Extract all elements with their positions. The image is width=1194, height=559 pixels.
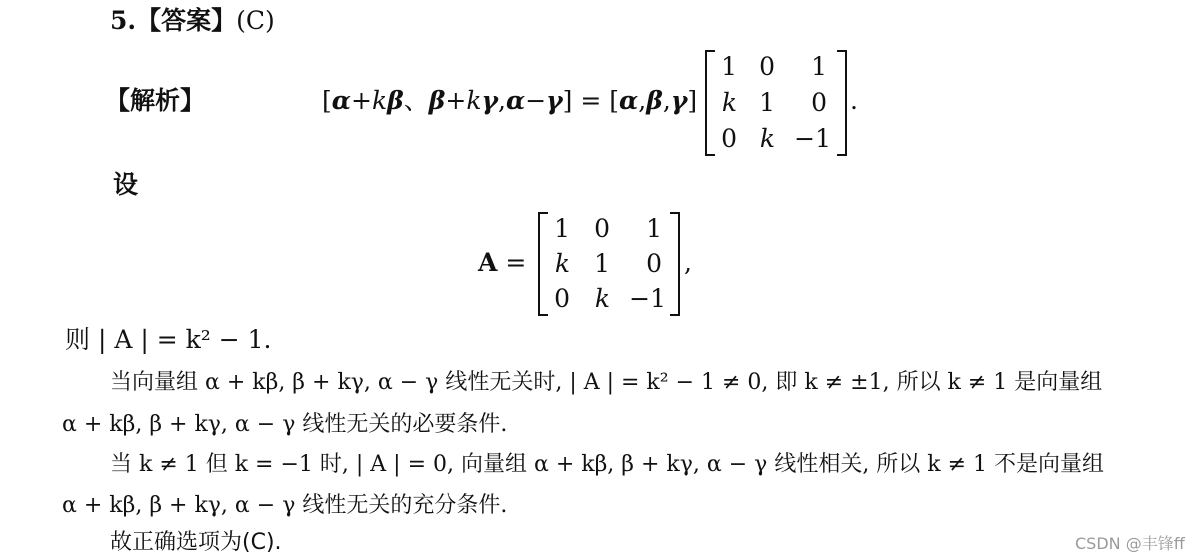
paragraph-sufficient-line1: 当 k ≠ 1 但 k = −1 时, | A | = 0, 向量组 α + kβ, β + kγ, α − γ 线性相关, 所以 k ≠ 1 不是向量组 (110, 452, 1105, 477)
matrix-1 (705, 50, 847, 156)
matrix-cell: 1 (594, 249, 610, 278)
beta-symbol: β (387, 86, 404, 115)
k-symbol: k (371, 86, 388, 115)
matrix-cell: k (594, 284, 610, 313)
separator: 、 (403, 86, 429, 115)
matrix-cell: 0 (594, 214, 610, 243)
gamma-symbol: γ (481, 86, 498, 115)
matrix-cell: 1 (811, 52, 827, 81)
definition-comma: , (684, 248, 692, 277)
conclusion-line: 故正确选项为(C). (110, 530, 282, 555)
then-label: 则 (65, 325, 91, 354)
matrix-cell: 0 (759, 52, 775, 81)
equals-sign: = (505, 248, 527, 277)
matrix-cell: k (759, 124, 775, 153)
k-symbol: k (466, 86, 482, 115)
answer-tag: 【答案】 (136, 6, 237, 35)
matrix-cell: 1 (554, 214, 570, 243)
beta-symbol: β (428, 86, 446, 115)
plus-sign: + (445, 86, 467, 115)
matrix-cell: 0 (811, 88, 827, 117)
analysis-tag: 【解析】 (105, 86, 206, 115)
matrix-cell: 0 (646, 249, 662, 278)
answer-value: (C) (236, 6, 275, 35)
let-label: 设 (113, 170, 139, 199)
determinant-line (65, 325, 271, 355)
gamma-symbol: γ (670, 86, 688, 115)
bracket-close: ] (562, 86, 573, 115)
minus-sign: − (525, 86, 547, 115)
equals-sign: = (580, 86, 602, 115)
matrix-cell: 0 (554, 284, 570, 313)
alpha-symbol: α (619, 86, 639, 115)
alpha-symbol: α (331, 86, 352, 115)
gamma-symbol: γ (546, 86, 563, 115)
comma: , (497, 86, 506, 115)
matrix-cell: 0 (721, 124, 737, 153)
matrix-cell: k (721, 88, 737, 117)
paragraph-necessary-line1: 当向量组 α + kβ, β + kγ, α − γ 线性无关时, | A | = k² − 1 ≠ 0, 即 k ≠ ±1, 所以 k ≠ 1 是向量组 (110, 370, 1103, 395)
matrix-cell: 1 (721, 52, 737, 81)
definition-lhs (478, 248, 526, 278)
comma: , (638, 86, 647, 115)
comma: , (662, 86, 671, 115)
matrix-cell: −1 (794, 124, 831, 153)
alpha-symbol: α (505, 86, 526, 115)
watermark: CSDN @丰锋ff (1075, 534, 1185, 553)
bracket-open: [ (322, 86, 332, 115)
matrix-a-symbol: A (478, 248, 498, 277)
matrix-2 (538, 212, 680, 316)
answer-header (110, 6, 275, 36)
matrix-cell: 1 (759, 88, 775, 117)
matrix-cell: k (554, 249, 570, 278)
equation-1 (322, 86, 697, 116)
bracket-close: ] (687, 86, 698, 115)
equation-1-period: . (850, 86, 858, 115)
beta-symbol: β (646, 86, 663, 115)
determinant-expression: | A | = k² − 1. (97, 325, 272, 354)
plus-sign: + (351, 86, 372, 115)
question-number: 5. (110, 6, 137, 35)
bracket-open: [ (609, 86, 620, 115)
matrix-cell: −1 (629, 284, 666, 313)
paragraph-necessary-line2: α + kβ, β + kγ, α − γ 线性无关的必要条件. (62, 412, 508, 437)
matrix-cell: 1 (646, 214, 662, 243)
paragraph-sufficient-line2: α + kβ, β + kγ, α − γ 线性无关的充分条件. (62, 493, 508, 518)
